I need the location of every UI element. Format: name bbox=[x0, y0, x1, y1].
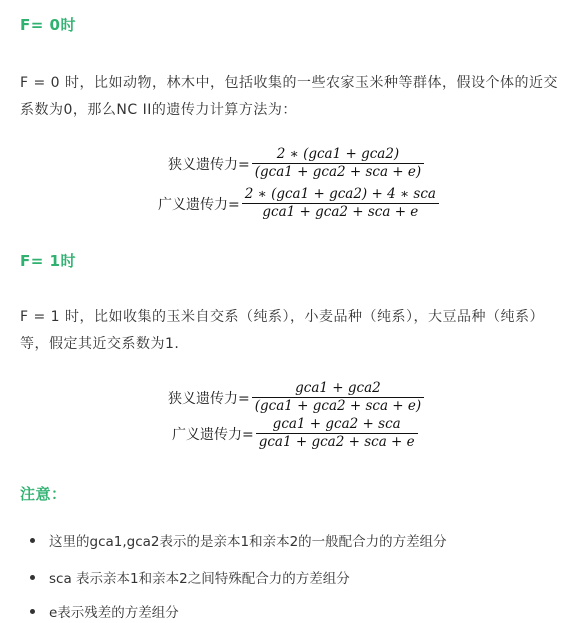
section-paragraph-f0: F = 0 时，比如动物，林木中，包括收集的一些农家玉米种等群体，假设个体的近交系数为0，那么NC II的遗传力计算方法为： bbox=[20, 75, 559, 118]
fraction-denominator: gca1 + gca2 + sca + e bbox=[258, 434, 415, 450]
fraction-numerator: 2 ∗ (gca1 + gca2) bbox=[276, 146, 400, 162]
fraction bbox=[242, 186, 439, 221]
list-item-text: 这里的gca1,gca2表示的是亲本1和亲本2的一般配合力的方差组分 bbox=[49, 534, 447, 550]
fraction-numerator: gca1 + gca2 + sca bbox=[272, 416, 401, 432]
list-item bbox=[30, 530, 447, 550]
fraction-numerator: 2 ∗ (gca1 + gca2) + 4 ∗ sca bbox=[244, 186, 436, 202]
section-paragraph-f1: F = 1 时，比如收集的玉米自交系（纯系），小麦品种（纯系），大豆品种（纯系）等，假定其近交系数为1. bbox=[20, 309, 545, 352]
formula-label: 广义遗传力= bbox=[158, 196, 240, 213]
formula-broad-f1 bbox=[172, 416, 418, 451]
formula-narrow-f1 bbox=[168, 380, 424, 415]
fraction-denominator: gca1 + gca2 + sca + e bbox=[262, 204, 419, 220]
formula-label: 狭义遗传力= bbox=[168, 156, 250, 173]
fraction-denominator: (gca1 + gca2 + sca + e) bbox=[254, 164, 422, 180]
list-item-text: sca 表示亲本1和亲本2之间特殊配合力的方差组分 bbox=[49, 571, 350, 587]
fraction bbox=[252, 146, 424, 181]
list-item bbox=[30, 567, 350, 587]
fraction-numerator: gca1 + gca2 bbox=[295, 380, 381, 396]
formula-label: 狭义遗传力= bbox=[168, 390, 250, 407]
bullet-icon bbox=[30, 538, 35, 543]
formula-label: 广义遗传力= bbox=[172, 426, 254, 443]
formula-broad-f0 bbox=[158, 186, 439, 221]
list-item-text: e表示残差的方差组分 bbox=[49, 605, 179, 621]
bullet-icon bbox=[30, 609, 35, 614]
formula-narrow-f0 bbox=[168, 146, 424, 181]
fraction bbox=[252, 380, 424, 415]
fraction-denominator: (gca1 + gca2 + sca + e) bbox=[254, 398, 422, 414]
section-heading-f1: F= 1时 bbox=[20, 252, 76, 270]
note-heading: 注意： bbox=[20, 485, 67, 503]
fraction bbox=[256, 416, 418, 451]
bullet-icon bbox=[30, 575, 35, 580]
section-heading-f0: F= 0时 bbox=[20, 16, 76, 34]
list-item bbox=[30, 601, 179, 621]
